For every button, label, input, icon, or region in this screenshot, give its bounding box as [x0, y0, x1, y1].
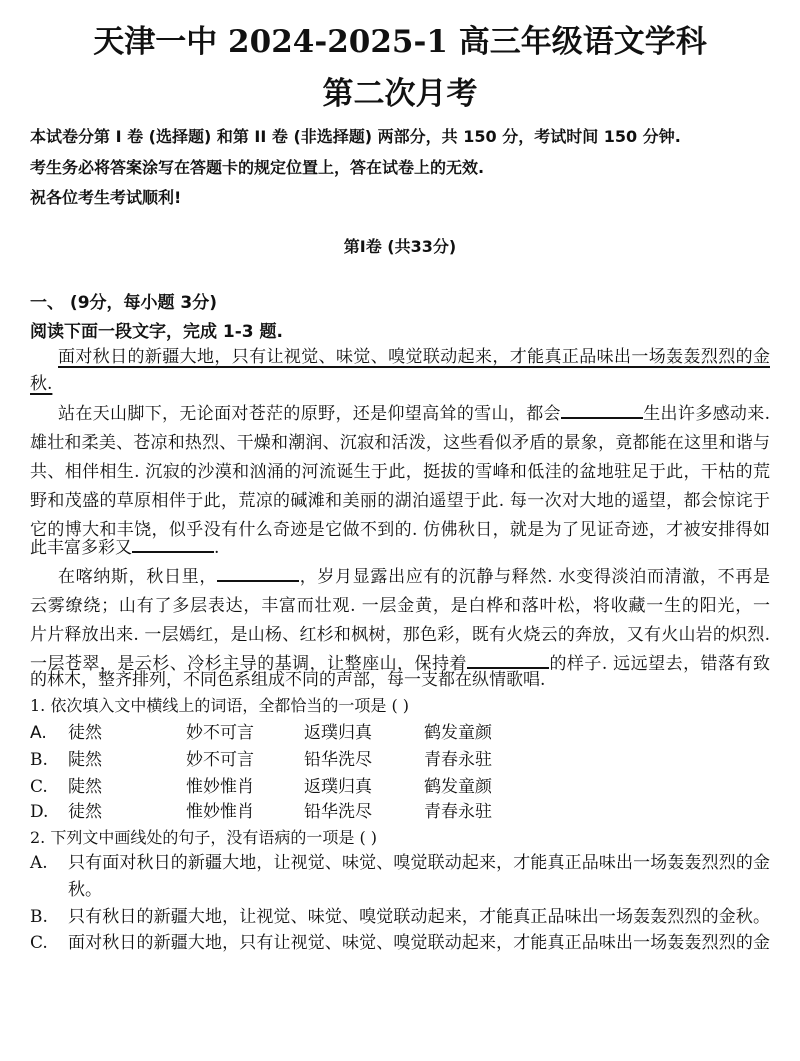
- option-word: 妙不可言: [186, 750, 254, 770]
- paragraph-line: 片片释放出来. 一层嫣红，是山杨、红杉和枫树，那色彩，既有火烧云的奔放，又有火山岩的炽烈.: [30, 625, 770, 645]
- option-word: 妙不可言: [186, 723, 254, 743]
- option-word: 徒然: [68, 723, 102, 743]
- part-heading: 一、 (9分，每小题 3分): [30, 293, 218, 313]
- option-word: 青春永驻: [424, 750, 492, 770]
- option-word: 陡然: [68, 750, 102, 770]
- option-word: 惟妙惟肖: [186, 777, 254, 797]
- paragraph-line: 雄壮和柔美、苍凉和热烈、干燥和潮润、沉寂和活泼，这些看似矛盾的景象，竟都能在这里和谐与: [30, 433, 770, 453]
- paragraph-line: [58, 403, 770, 425]
- option-word: 铅华洗尽: [304, 802, 372, 822]
- paragraph-line: [58, 566, 770, 588]
- question-1-option-c[interactable]: [30, 776, 770, 798]
- exam-subtitle: 第二次月考: [322, 76, 478, 112]
- reading-directive: 阅读下面一段文字，完成 1-3 题.: [30, 322, 284, 342]
- fill-blank: [561, 403, 643, 419]
- option-key: B.: [30, 907, 48, 927]
- question-2-stem: 2. 下列文中画线处的句子，没有语病的一项是 ( ): [30, 828, 378, 847]
- question-2-option-a[interactable]: [30, 852, 770, 874]
- question-2-option-c[interactable]: [30, 932, 770, 954]
- text: 在喀纳斯，秋日里，: [58, 567, 218, 587]
- question-1-option-d[interactable]: [30, 801, 770, 823]
- paragraph-line: 它的博大和丰饶，似乎没有什么奇迹是它做不到的. 仿佛秋日，就是为了见证奇迹，才被安排得如: [30, 520, 770, 540]
- question-2-option-a-cont: 秋。: [68, 880, 102, 900]
- text: .: [214, 538, 220, 558]
- underlined-text: 秋.: [30, 374, 53, 394]
- question-2-option-b[interactable]: [30, 906, 770, 928]
- fill-blank: [467, 653, 549, 669]
- underlined-sentence-cont: [30, 373, 770, 395]
- paragraph-line: 的林木，整齐排列，不同色系组成不同的声部，每一支都在纵情歌唱.: [30, 670, 546, 690]
- instruction-line: 祝各位考生考试顺利!: [30, 188, 182, 207]
- option-word: 铅华洗尽: [304, 750, 372, 770]
- option-text: 面对秋日的新疆大地，只有让视觉、味觉、嗅觉联动起来，才能真正品味出一场轰轰烈烈的金: [68, 933, 770, 953]
- paragraph-line: 野和茂盛的草原相伴于此，荒凉的碱滩和美丽的湖泊遥望于此. 每一次对大地的遥望，都会惊诧于: [30, 491, 770, 511]
- instruction-line: 考生务必将答案涂写在答题卡的规定位置上，答在试卷上的无效.: [30, 158, 485, 177]
- instruction-line: 本试卷分第 I 卷 (选择题) 和第 II 卷 (非选择题) 两部分，共 150 分，考试时间 150 分钟.: [30, 127, 681, 146]
- text: ，岁月显露出应有的沉静与释然. 水变得淡泊而清澈，不再是: [299, 567, 770, 587]
- fill-blank: [132, 537, 214, 553]
- text: 的样子. 远远望去，错落有致: [548, 654, 770, 674]
- fill-blank: [217, 566, 299, 582]
- option-word: 青春永驻: [424, 802, 492, 822]
- paragraph-line: 云雾缭绕；山有了多层表达，丰富而壮观. 一层金黄，是白桦和落叶松，将收藏一生的阳光，一: [30, 596, 770, 616]
- text: 站在天山脚下，无论面对苍茫的原野，还是仰望高耸的雪山，都会: [58, 404, 561, 424]
- option-word: 徒然: [68, 802, 102, 822]
- option-key: A.: [30, 723, 47, 743]
- option-key: C.: [30, 933, 48, 953]
- text: 一层苍翠，是云杉、冷杉主导的基调，让整座山，保持着: [30, 654, 467, 674]
- option-key: A.: [30, 853, 48, 873]
- option-word: 返璞归真: [304, 777, 372, 797]
- question-1-option-b[interactable]: [30, 749, 770, 771]
- option-word: 鹤发童颜: [424, 777, 492, 797]
- option-word: 惟妙惟肖: [186, 802, 254, 822]
- option-text: 只有秋日的新疆大地，让视觉、味觉、嗅觉联动起来，才能真正品味出一场轰轰烈烈的金秋。: [68, 907, 770, 927]
- underlined-sentence: [58, 346, 770, 368]
- section-title: 第I卷 (共33分): [343, 237, 457, 256]
- question-1-stem: 1. 依次填入文中横线上的词语，全都恰当的一项是 ( ): [30, 696, 410, 715]
- question-1-option-a[interactable]: [30, 722, 770, 744]
- paragraph-line: 共、相伴相生. 沉寂的沙漠和汹涌的河流诞生于此，挺拔的雪峰和低洼的盆地驻足于此，干枯的荒: [30, 462, 770, 482]
- exam-title: 天津一中 2024-2025-1 高三年级语文学科: [93, 24, 707, 60]
- option-word: 陡然: [68, 777, 102, 797]
- text: 生出许多感动来.: [642, 404, 771, 424]
- option-key: C.: [30, 777, 48, 797]
- option-key: D.: [30, 802, 49, 822]
- option-key: B.: [30, 750, 48, 770]
- underlined-text: 面对秋日的新疆大地，只有让视觉、味觉、嗅觉联动起来，才能真正品味出一场轰轰烈烈的金: [58, 347, 770, 367]
- option-text: 只有面对秋日的新疆大地，让视觉、味觉、嗅觉联动起来，才能真正品味出一场轰轰烈烈的金: [68, 853, 770, 873]
- text: 此丰富多彩又: [30, 538, 132, 558]
- paragraph-line: [30, 537, 770, 559]
- option-word: 返璞归真: [304, 723, 372, 743]
- option-word: 鹤发童颜: [424, 723, 492, 743]
